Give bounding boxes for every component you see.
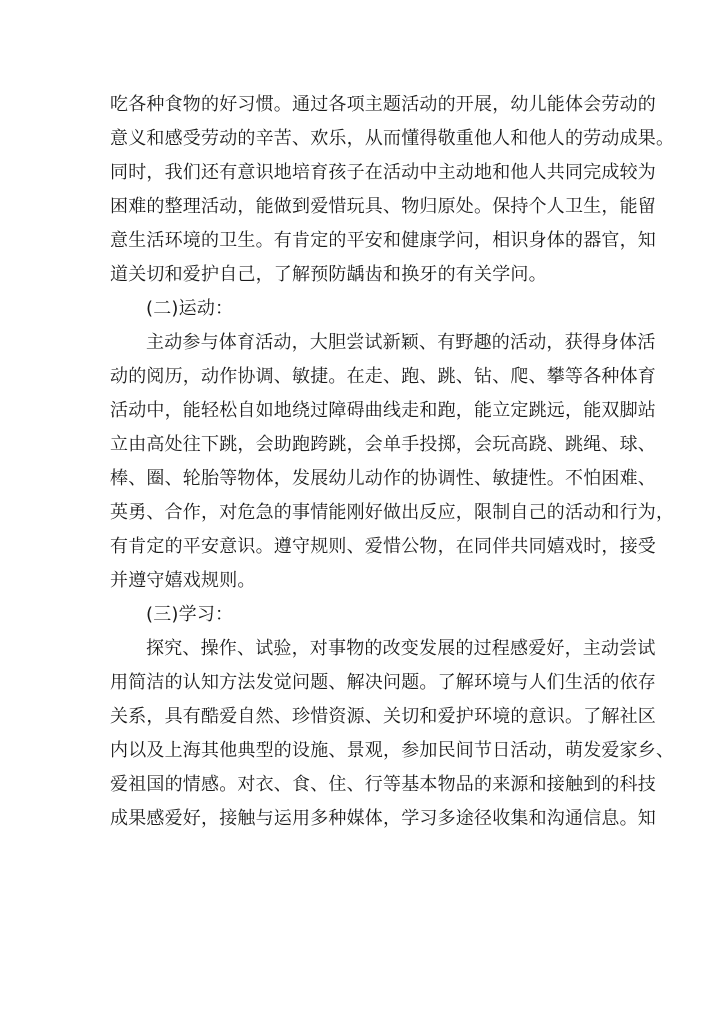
body-text-line: 动的阅历，动作协调、敏捷。在走、跑、跳、钻、爬、攀等各种体育 (110, 366, 656, 387)
body-text-line: 活动中，能轻松自如地绕过障碍曲线走和跑，能立定跳远，能双脚站 (110, 400, 656, 421)
body-text-line: 爱祖国的情感。对衣、食、住、行等基本物品的来源和接触到的科技 (110, 774, 656, 795)
section-heading-learning: (三)学习： (146, 604, 234, 625)
body-text-line: 成果感爱好，接触与运用多种媒体，学习多途径收集和沟通信息。知 (110, 808, 656, 829)
body-text-line: 意义和感受劳动的辛苦、欢乐，从而懂得敬重他人和他人的劳动成果。 (110, 128, 675, 149)
body-text-line: 棒、圈、轮胎等物体，发展幼儿动作的协调性、敏捷性。不怕困难、 (110, 468, 656, 489)
body-text-line: 吃各种食物的好习惯。通过各项主题活动的开展，幼儿能体会劳动的 (110, 94, 656, 115)
body-text-line: 用简洁的认知方法发觉问题、解决问题。了解环境与人们生活的依存 (110, 672, 656, 693)
section-heading-sport: (二)运动： (146, 298, 234, 319)
body-text-line: 道关切和爱护自己，了解预防龋齿和换牙的有关学问。 (110, 264, 547, 285)
body-text-line: 并遵守嬉戏规则。 (110, 570, 256, 591)
body-text-line: 同时，我们还有意识地培育孩子在活动中主动地和他人共同完成较为 (110, 162, 656, 183)
body-text-line: 困难的整理活动，能做到爱惜玩具、物归原处。保持个人卫生，能留 (110, 196, 656, 217)
body-text-line: 意生活环境的卫生。有肯定的平安和健康学问，相识身体的器官，知 (110, 230, 656, 251)
body-text-line: 内以及上海其他典型的设施、景观，参加民间节日活动，萌发爱家乡、 (110, 740, 675, 761)
body-text-line: 英勇、合作，对危急的事情能刚好做出反应，限制自己的活动和行为， (110, 502, 675, 523)
body-text-line: 探究、操作、试验，对事物的改变发展的过程感爱好，主动尝试 (146, 638, 656, 659)
body-text-line: 立由高处往下跳，会助跑跨跳，会单手投掷，会玩高跷、跳绳、球、 (110, 434, 656, 455)
body-text-line: 关系，具有酷爱自然、珍惜资源、关切和爱护环境的意识。了解社区 (110, 706, 656, 727)
body-text-line: 主动参与体育活动，大胆尝试新颖、有野趣的活动，获得身体活 (146, 332, 656, 353)
body-text-line: 有肯定的平安意识。遵守规则、爱惜公物，在同伴共同嬉戏时，接受 (110, 536, 656, 557)
